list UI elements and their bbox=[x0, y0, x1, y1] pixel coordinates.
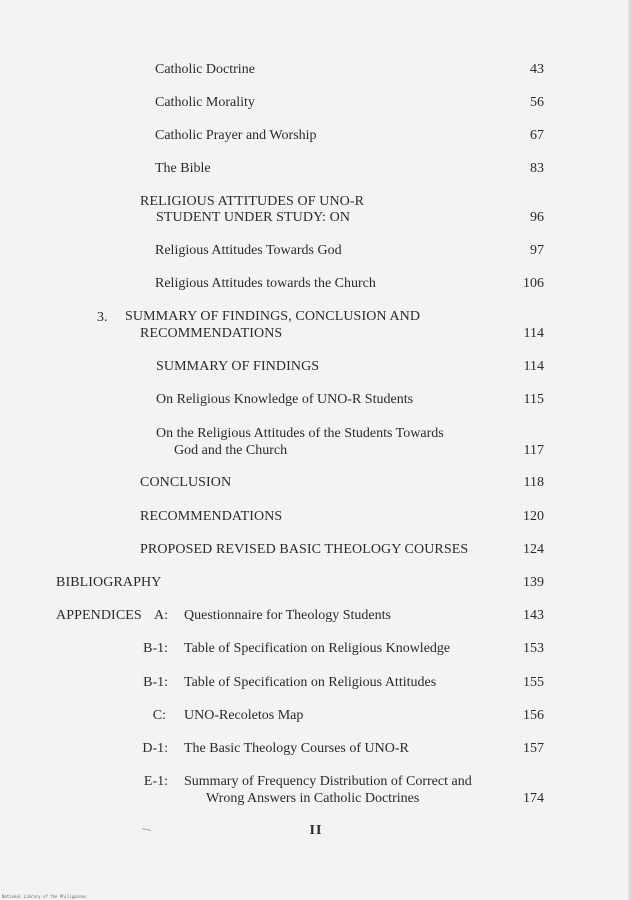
appendix-label: B-1: bbox=[143, 675, 168, 690]
toc-entry-page: 124 bbox=[523, 542, 544, 557]
toc-entry-page: 143 bbox=[523, 608, 544, 623]
appendix-title: Table of Specification on Religious Attitudes bbox=[184, 675, 437, 690]
toc-entry-title: Religious Attitudes towards the Church bbox=[155, 276, 376, 291]
toc-entry-title: RECOMMENDATIONS bbox=[140, 509, 283, 524]
toc-entry-page: 56 bbox=[530, 95, 544, 110]
appendix-title-continued: Wrong Answers in Catholic Doctrines bbox=[206, 791, 420, 806]
toc-entry-page: 117 bbox=[523, 443, 544, 458]
appendix-label: B-1: bbox=[143, 641, 168, 656]
appendix-label: C: bbox=[152, 708, 166, 723]
toc-entry-page: 67 bbox=[530, 128, 544, 143]
toc-entry-page: 83 bbox=[530, 161, 544, 176]
toc-chapter-title: SUMMARY OF FINDINGS, CONCLUSION AND bbox=[125, 309, 421, 324]
appendix-title: UNO-Recoletos Map bbox=[184, 708, 304, 723]
appendix-label: A: bbox=[154, 608, 168, 623]
page-edge bbox=[628, 0, 632, 900]
toc-entry-page: 97 bbox=[530, 243, 544, 258]
toc-entry-title: RELIGIOUS ATTITUDES OF UNO-R bbox=[140, 194, 365, 209]
appendix-label: E-1: bbox=[143, 774, 168, 789]
scan-footer-note: National Library of the Philippines bbox=[2, 894, 87, 899]
toc-entry-page: 174 bbox=[523, 791, 544, 806]
toc-entry-page: 115 bbox=[523, 392, 544, 407]
chapter-number: 3. bbox=[97, 310, 108, 325]
toc-entry-title-continued: God and the Church bbox=[174, 443, 288, 458]
toc-chapter-title-continued: RECOMMENDATIONS bbox=[140, 326, 283, 341]
appendix-label: D-1: bbox=[142, 741, 168, 756]
page-number: II bbox=[309, 823, 323, 838]
appendix-title: Table of Specification on Religious Knowledge bbox=[184, 641, 451, 656]
toc-entry-title-continued: STUDENT UNDER STUDY: ON bbox=[156, 210, 351, 225]
toc-entry-page: 153 bbox=[523, 641, 544, 656]
toc-entry-page: 155 bbox=[523, 675, 544, 690]
toc-entry-page: 118 bbox=[523, 475, 544, 490]
toc-entry-title: The Bible bbox=[155, 161, 211, 176]
toc-entry-title: On the Religious Attitudes of the Students Towards bbox=[156, 426, 444, 441]
toc-entry-title: On Religious Knowledge of UNO-R Students bbox=[156, 392, 414, 407]
toc-entry-page: 96 bbox=[530, 210, 544, 225]
appendix-title: Summary of Frequency Distribution of Correct and bbox=[184, 774, 472, 789]
toc-entry-page: 139 bbox=[523, 575, 544, 590]
toc-entry-page: 114 bbox=[523, 359, 544, 374]
toc-entry-title: Catholic Doctrine bbox=[155, 62, 255, 77]
toc-entry-page: 156 bbox=[523, 708, 544, 723]
toc-entry-title: Religious Attitudes Towards God bbox=[155, 243, 342, 258]
toc-entry-page: 43 bbox=[530, 62, 544, 77]
toc-entry-title: SUMMARY OF FINDINGS bbox=[156, 359, 320, 374]
appendix-title: Questionnaire for Theology Students bbox=[184, 608, 391, 623]
toc-entry-page: 114 bbox=[523, 326, 544, 341]
toc-entry-page: 157 bbox=[523, 741, 544, 756]
toc-entry-title: Catholic Prayer and Worship bbox=[155, 128, 317, 143]
toc-entry-title: PROPOSED REVISED BASIC THEOLOGY COURSES bbox=[140, 542, 469, 557]
toc-entry-page: 106 bbox=[523, 276, 544, 291]
appendix-title: The Basic Theology Courses of UNO-R bbox=[184, 741, 409, 756]
toc-entry-title: CONCLUSION bbox=[140, 475, 232, 490]
toc-entry-title: Catholic Morality bbox=[155, 95, 255, 110]
toc-entry-page: 120 bbox=[523, 509, 544, 524]
toc-section-title: BIBLIOGRAPHY bbox=[56, 575, 162, 590]
appendices-heading: APPENDICES bbox=[56, 608, 142, 623]
